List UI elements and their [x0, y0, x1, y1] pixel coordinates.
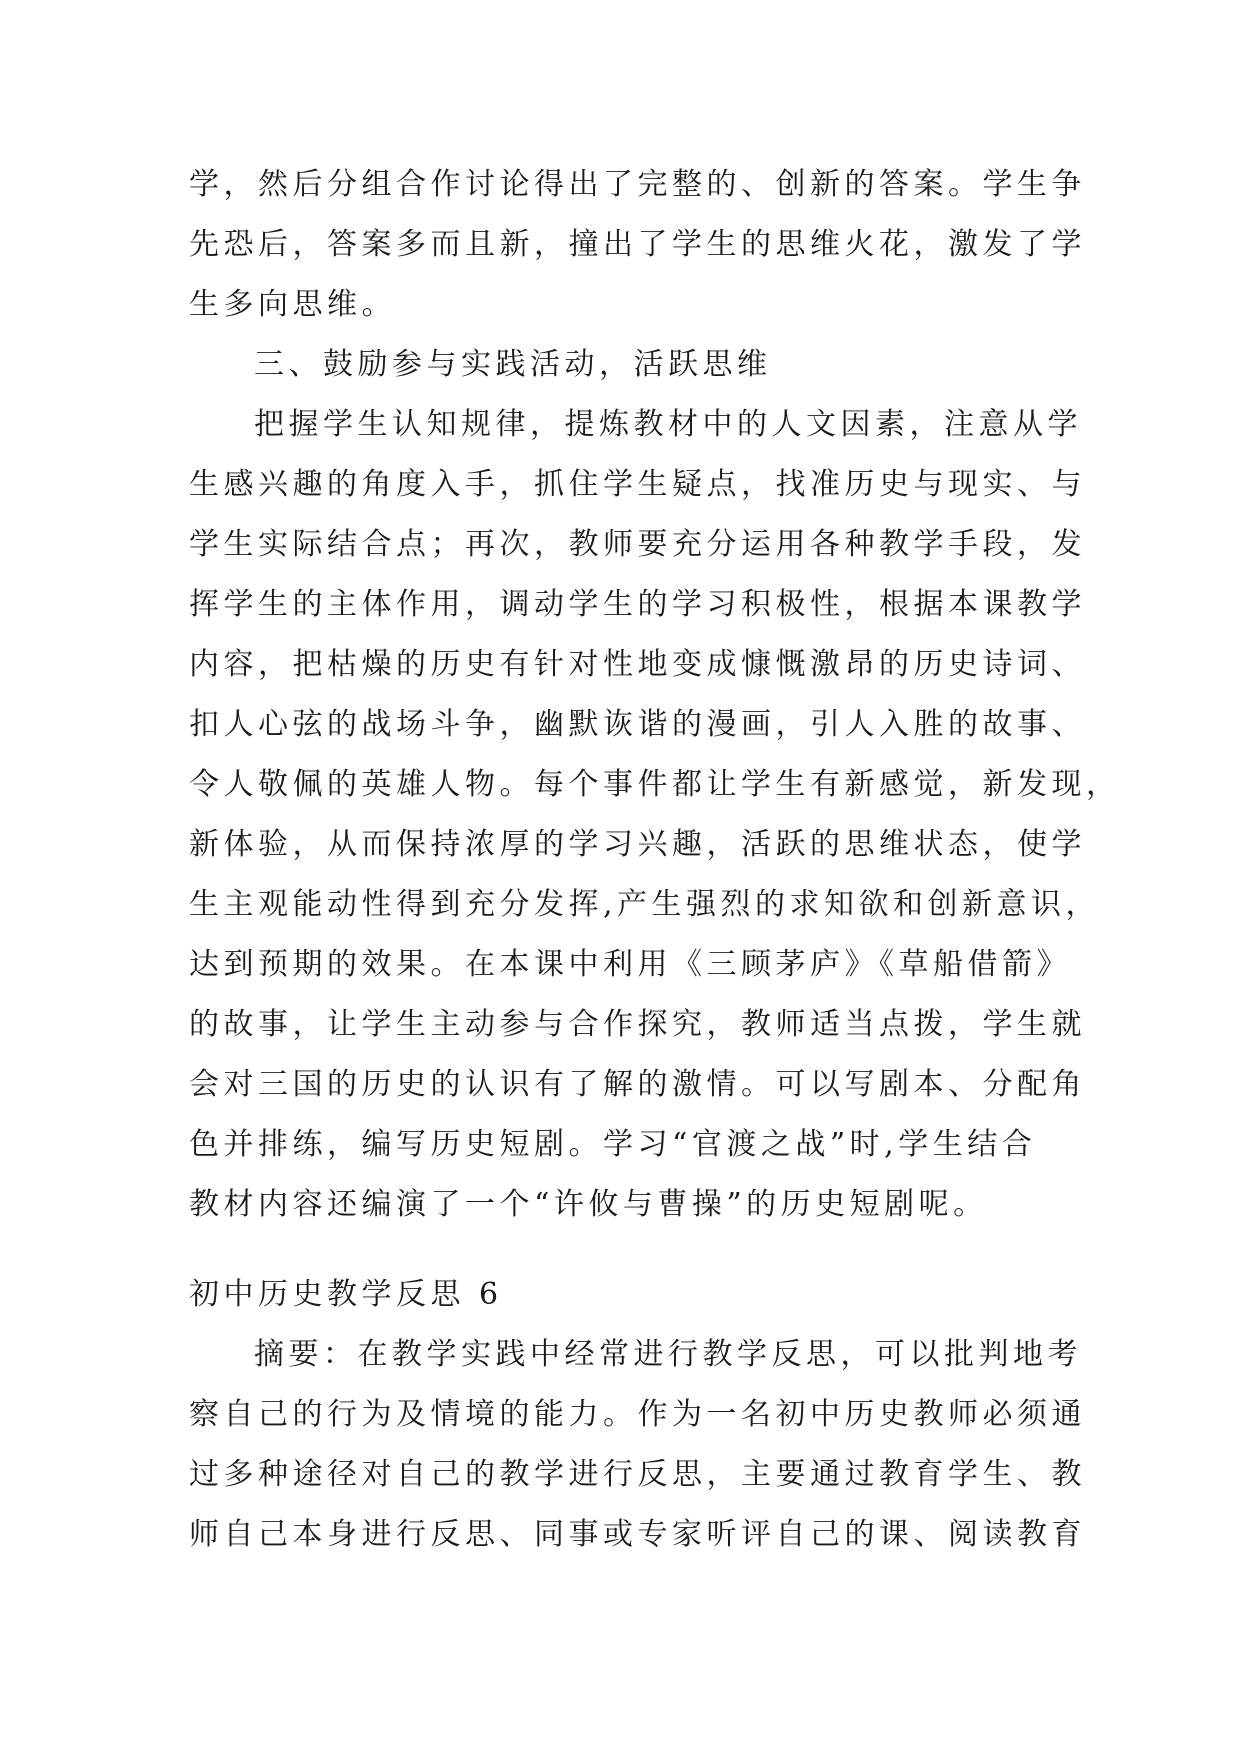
body-text-line: 挥学生的主体作用，调动学生的学习积极性，根据本课教学 [189, 587, 1086, 622]
body-text-line: 过多种途径对自己的教学进行反思，主要通过教育学生、教 [189, 1457, 1086, 1492]
body-text-line: 达到预期的效果。在本课中利用《三顾茅庐》《草船借箭》 [189, 947, 1071, 982]
body-text-line: 师自己本身进行反思、同事或专家听评自己的课、阅读教育 [189, 1517, 1086, 1552]
body-text-line: 扣人心弦的战场斗争，幽默诙谐的漫画，引人入胜的故事、 [189, 707, 1086, 742]
abstract-line: 摘要：在教学实践中经常进行教学反思，可以批判地考 [254, 1337, 1082, 1372]
body-text-line: 生感兴趣的角度入手，抓住学生疑点，找准历史与现实、与 [189, 467, 1086, 502]
body-text-line: 把握学生认知规律，提炼教材中的人文因素，注意从学 [254, 407, 1082, 442]
body-text-line: 生多向思维。 [189, 287, 396, 322]
body-text-line: 色并排练，编写历史短剧。学习“官渡之战”时,学生结合 [189, 1127, 1037, 1162]
body-text-line: 教材内容还编演了一个“许攸与曹操”的历史短剧呢。 [189, 1187, 988, 1222]
body-text-line: 学，然后分组合作讨论得出了完整的、创新的答案。学生争 [189, 167, 1086, 202]
body-text-line: 察自己的行为及情境的能力。作为一名初中历史教师必须通 [189, 1397, 1086, 1432]
section-heading: 三、鼓励参与实践活动，活跃思维 [254, 347, 772, 382]
body-text-line: 的故事，让学生主动参与合作探究，教师适当点拨，学生就 [189, 1007, 1086, 1042]
document-title: 初中历史教学反思 6 [189, 1277, 503, 1312]
body-text-line: 生主观能动性得到充分发挥,产生强烈的求知欲和创新意识， [189, 887, 1101, 922]
body-text-line: 内容，把枯燥的历史有针对性地变成慷慨激昂的历史诗词、 [189, 647, 1086, 682]
body-text-line: 新体验，从而保持浓厚的学习兴趣，活跃的思维状态，使学 [189, 827, 1086, 862]
body-text-line: 先恐后，答案多而且新，撞出了学生的思维火花，激发了学 [189, 227, 1086, 262]
body-text-line: 学生实际结合点；再次，教师要充分运用各种教学手段，发 [189, 527, 1086, 562]
body-text-line: 会对三国的历史的认识有了解的激情。可以写剧本、分配角 [189, 1067, 1086, 1102]
body-text-line: 令人敬佩的英雄人物。每个事件都让学生有新感觉，新发现， [189, 767, 1121, 802]
